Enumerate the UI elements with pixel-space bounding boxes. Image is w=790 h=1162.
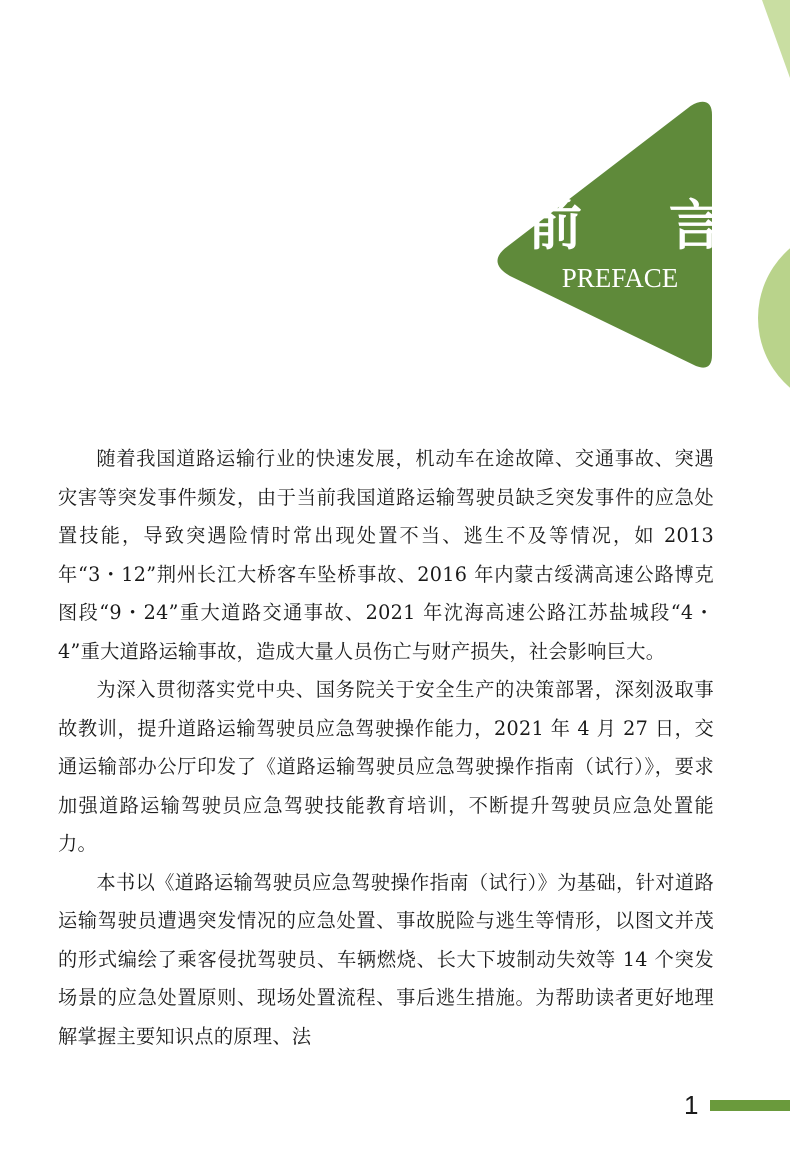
paragraph-1: 随着我国道路运输行业的快速发展，机动车在途故障、交通事故、突遇灾害等突发事件频发，由于当前我国道路运输驾驶员缺乏突发事件的应急处置技能，导致突遇险情时常出现处置不当、逃生不及等情况，如 2013 年“3・12”荆州长江大桥客车坠桥事故、2016 年内蒙古绥满高速公路博克图段“9・24”重大道路交通事故、2021 年沈海高速公路江苏盐城段“4・4”重大道路运输事故，造成大量人员伤亡与财产损失，社会影响巨大。 [58, 447, 714, 663]
page-number-bar [710, 1100, 790, 1111]
preface-body [58, 440, 714, 1056]
right-edge-green-circle [758, 226, 790, 410]
page-number: 1 [684, 1090, 699, 1120]
paragraph-3: 本书以《道路运输驾驶员应急驾驶操作指南（试行）》为基础，针对道路运输驾驶员遭遇突发情况的应急处置、事故脱险与逃生等情形，以图文并茂的形式编绘了乘客侵扰驾驶员、车辆燃烧、长大下坡制动失效等 14 个突发场景的应急处置原则、现场处置流程、事后逃生措施。为帮助读者更好地理解掌握主要知识点的原理、法 [58, 870, 714, 1048]
preface-subtitle: PREFACE [561, 263, 679, 293]
paragraph-2: 为深入贯彻落实党中央、国务院关于安全生产的决策部署，深刻汲取事故教训，提升道路运输驾驶员应急驾驶操作能力，2021 年 4 月 27 日，交通运输部办公厅印发了《道路运输驾驶员应急驾驶操作指南（试行）》，要求加强道路运输驾驶员应急驾驶技能教育培训，不断提升驾驶员应急处置能力。 [58, 678, 714, 855]
top-right-green-wedge [762, 0, 790, 78]
preface-title: 前 言 [528, 194, 757, 257]
